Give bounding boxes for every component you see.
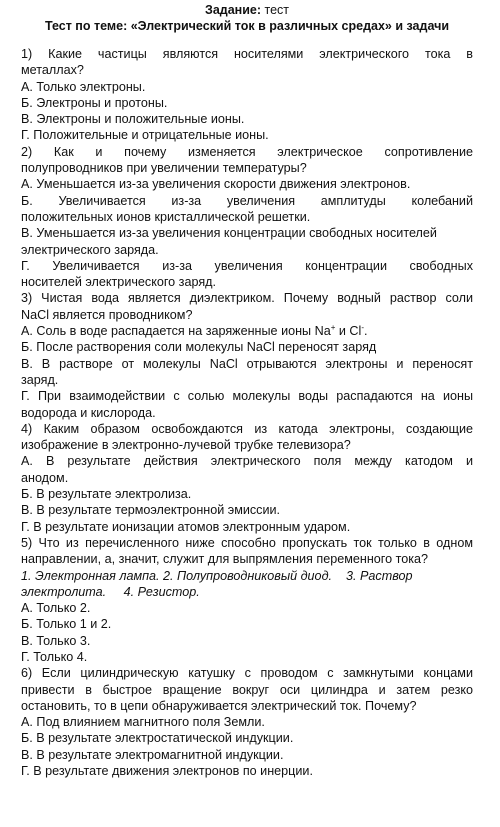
q4-question-line1: 4) Каким образом освобождаются из катода электроны, создающие — [21, 421, 473, 436]
q2-question-line2: полупроводников при увеличении температуры? — [21, 161, 307, 176]
q5-question-line2: направлении, а, значит, служит для выпрямления переменного тока? — [21, 552, 429, 567]
task-label: Задание: — [204, 3, 262, 17]
q4-option-b: Б. В результате электролиза. — [21, 487, 192, 502]
q3-option-a-superscript-minus: - — [361, 323, 364, 333]
q3-option-d-line1: Г. При взаимодействии с солью молекулы воды распадаются на ионы — [21, 389, 473, 404]
q1-option-c: В. Электроны и положительные ионы. — [21, 112, 245, 127]
q2-question-line1: 2) Как и почему изменяется электрическое сопротивление — [21, 144, 473, 159]
q3-option-a — [21, 323, 473, 339]
test-title: Тест по теме: «Электрический ток в различных средах» и задачи — [44, 19, 450, 33]
q2-option-c-line2: электрического заряда. — [21, 242, 159, 257]
q5-items-line1: 1. Электронная лампа. 2. Полупроводниковый диод. 3. Раствор — [21, 568, 413, 583]
q2-option-c-line1: В. Уменьшается из-за увеличения концентрации свободных носителей — [21, 226, 437, 241]
q4-question-line2: изображение в электронно-лучевой трубке телевизора? — [21, 438, 351, 453]
q3-question-line2: NaCl является проводником? — [21, 307, 193, 322]
q5-option-d: Г. Только 4. — [21, 649, 88, 664]
q2-option-d-line2: носителей электрического заряд. — [21, 275, 216, 290]
q2-option-b-line1: Б. Увеличивается из-за увеличения амплитуды колебаний — [21, 193, 473, 208]
q6-question-line2: привести в быстрое вращение вокруг оси цилиндра и затем резко — [21, 682, 473, 697]
q5-option-c: В. Только 3. — [21, 633, 91, 648]
q3-option-b: Б. После растворения соли молекулы NaCl переносят заряд — [21, 340, 377, 355]
q3-question-line1: 3) Чистая вода является диэлектриком. Почему водный раствор соли — [21, 291, 473, 306]
q1-question-line2: металлах? — [21, 63, 84, 78]
q5-question-line1: 5) Что из перечисленного ниже способно пропускать ток только в одном — [21, 535, 473, 550]
task-value: тест — [264, 3, 290, 17]
q2-option-d-line1: Г. Увеличивается из-за увеличения концентрации свободных — [21, 258, 473, 273]
q6-option-a: А. Под влиянием магнитного поля Земли. — [21, 715, 265, 730]
q6-question-line1: 6) Если цилиндрическую катушку с проводом с замкнутыми концами — [21, 666, 473, 681]
q4-option-a-line2: анодом. — [21, 470, 69, 485]
q1-option-a: А. Только электроны. — [21, 79, 146, 94]
q6-option-c: В. В результате электромагнитной индукции. — [21, 747, 284, 762]
questions — [21, 46, 473, 779]
q5-items-line2: электролита. 4. Резистор. — [21, 584, 200, 599]
q2-option-a: А. Уменьшается из-за увеличения скорости движения электронов. — [21, 177, 411, 192]
q5-option-a: А. Только 2. — [21, 601, 91, 616]
q6-option-b: Б. В результате электростатической индукции. — [21, 731, 294, 746]
q3-option-a-text-mid: и Cl — [335, 324, 362, 339]
q1-option-d: Г. Положительные и отрицательные ионы. — [21, 128, 269, 143]
q5-option-b: Б. Только 1 и 2. — [21, 617, 112, 632]
q1-option-b: Б. Электроны и протоны. — [21, 95, 168, 110]
task-header — [21, 2, 473, 18]
q4-option-d: Г. В результате ионизации атомов электронным ударом. — [21, 519, 351, 534]
q3-option-a-text: А. Соль в воде распадается на заряженные ионы Na — [21, 324, 331, 339]
q3-option-d-line2: водорода и кислорода. — [21, 405, 156, 420]
q1-question-line1: 1) Какие частицы являются носителями электрического тока в — [21, 47, 473, 61]
q3-option-a-text-end: . — [364, 324, 368, 339]
q3-option-a-superscript-plus: + — [330, 323, 336, 333]
q3-option-c-line2: заряд. — [21, 372, 59, 387]
q6-question-line3: остановить, то в цепи обнаруживается электрический ток. Почему? — [21, 698, 417, 713]
q4-option-a-line1: А. В результате действия электрического поля между катодом и — [21, 454, 473, 469]
q6-option-d: Г. В результате движения электронов по инерции. — [21, 764, 313, 779]
q4-option-c: В. В результате термоэлектронной эмиссии. — [21, 503, 281, 518]
q3-option-c-line1: В. В растворе от молекулы NaCl отрываются электроны и переносят — [21, 356, 473, 371]
q2-option-b-line2: положительных ионов кристаллической решетки. — [21, 209, 311, 224]
